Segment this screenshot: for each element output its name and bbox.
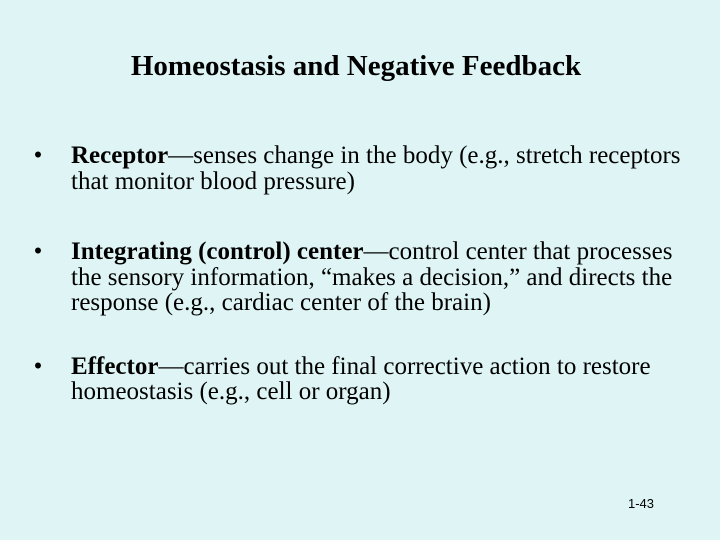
bullet-dot-icon: •	[33, 352, 43, 380]
bullet-integrating-center	[28, 239, 698, 316]
bullet-effector	[28, 354, 698, 405]
bullet-dot-icon: •	[33, 142, 43, 169]
bullet-text: —control center that processes the sensory information, “makes a decision,” and directs the response (e.g., cardiac center of the brain)	[71, 238, 673, 316]
slide-title: Homeostasis and Negative Feedback	[130, 50, 582, 82]
bullet-term: Receptor	[71, 142, 169, 169]
slide-number: 1-43	[628, 496, 655, 511]
bullet-term: Effector	[71, 352, 159, 380]
bullet-term: Integrating (control) center	[71, 238, 364, 265]
bullet-text: —senses change in the body (e.g., stretch receptors that monitor blood pressure)	[71, 142, 681, 195]
bullet-list	[28, 143, 698, 405]
bullet-text: —carries out the final corrective action to restore homeostasis (e.g., cell or organ)	[71, 352, 651, 405]
bullet-receptor	[28, 143, 698, 194]
bullet-dot-icon: •	[33, 238, 43, 265]
